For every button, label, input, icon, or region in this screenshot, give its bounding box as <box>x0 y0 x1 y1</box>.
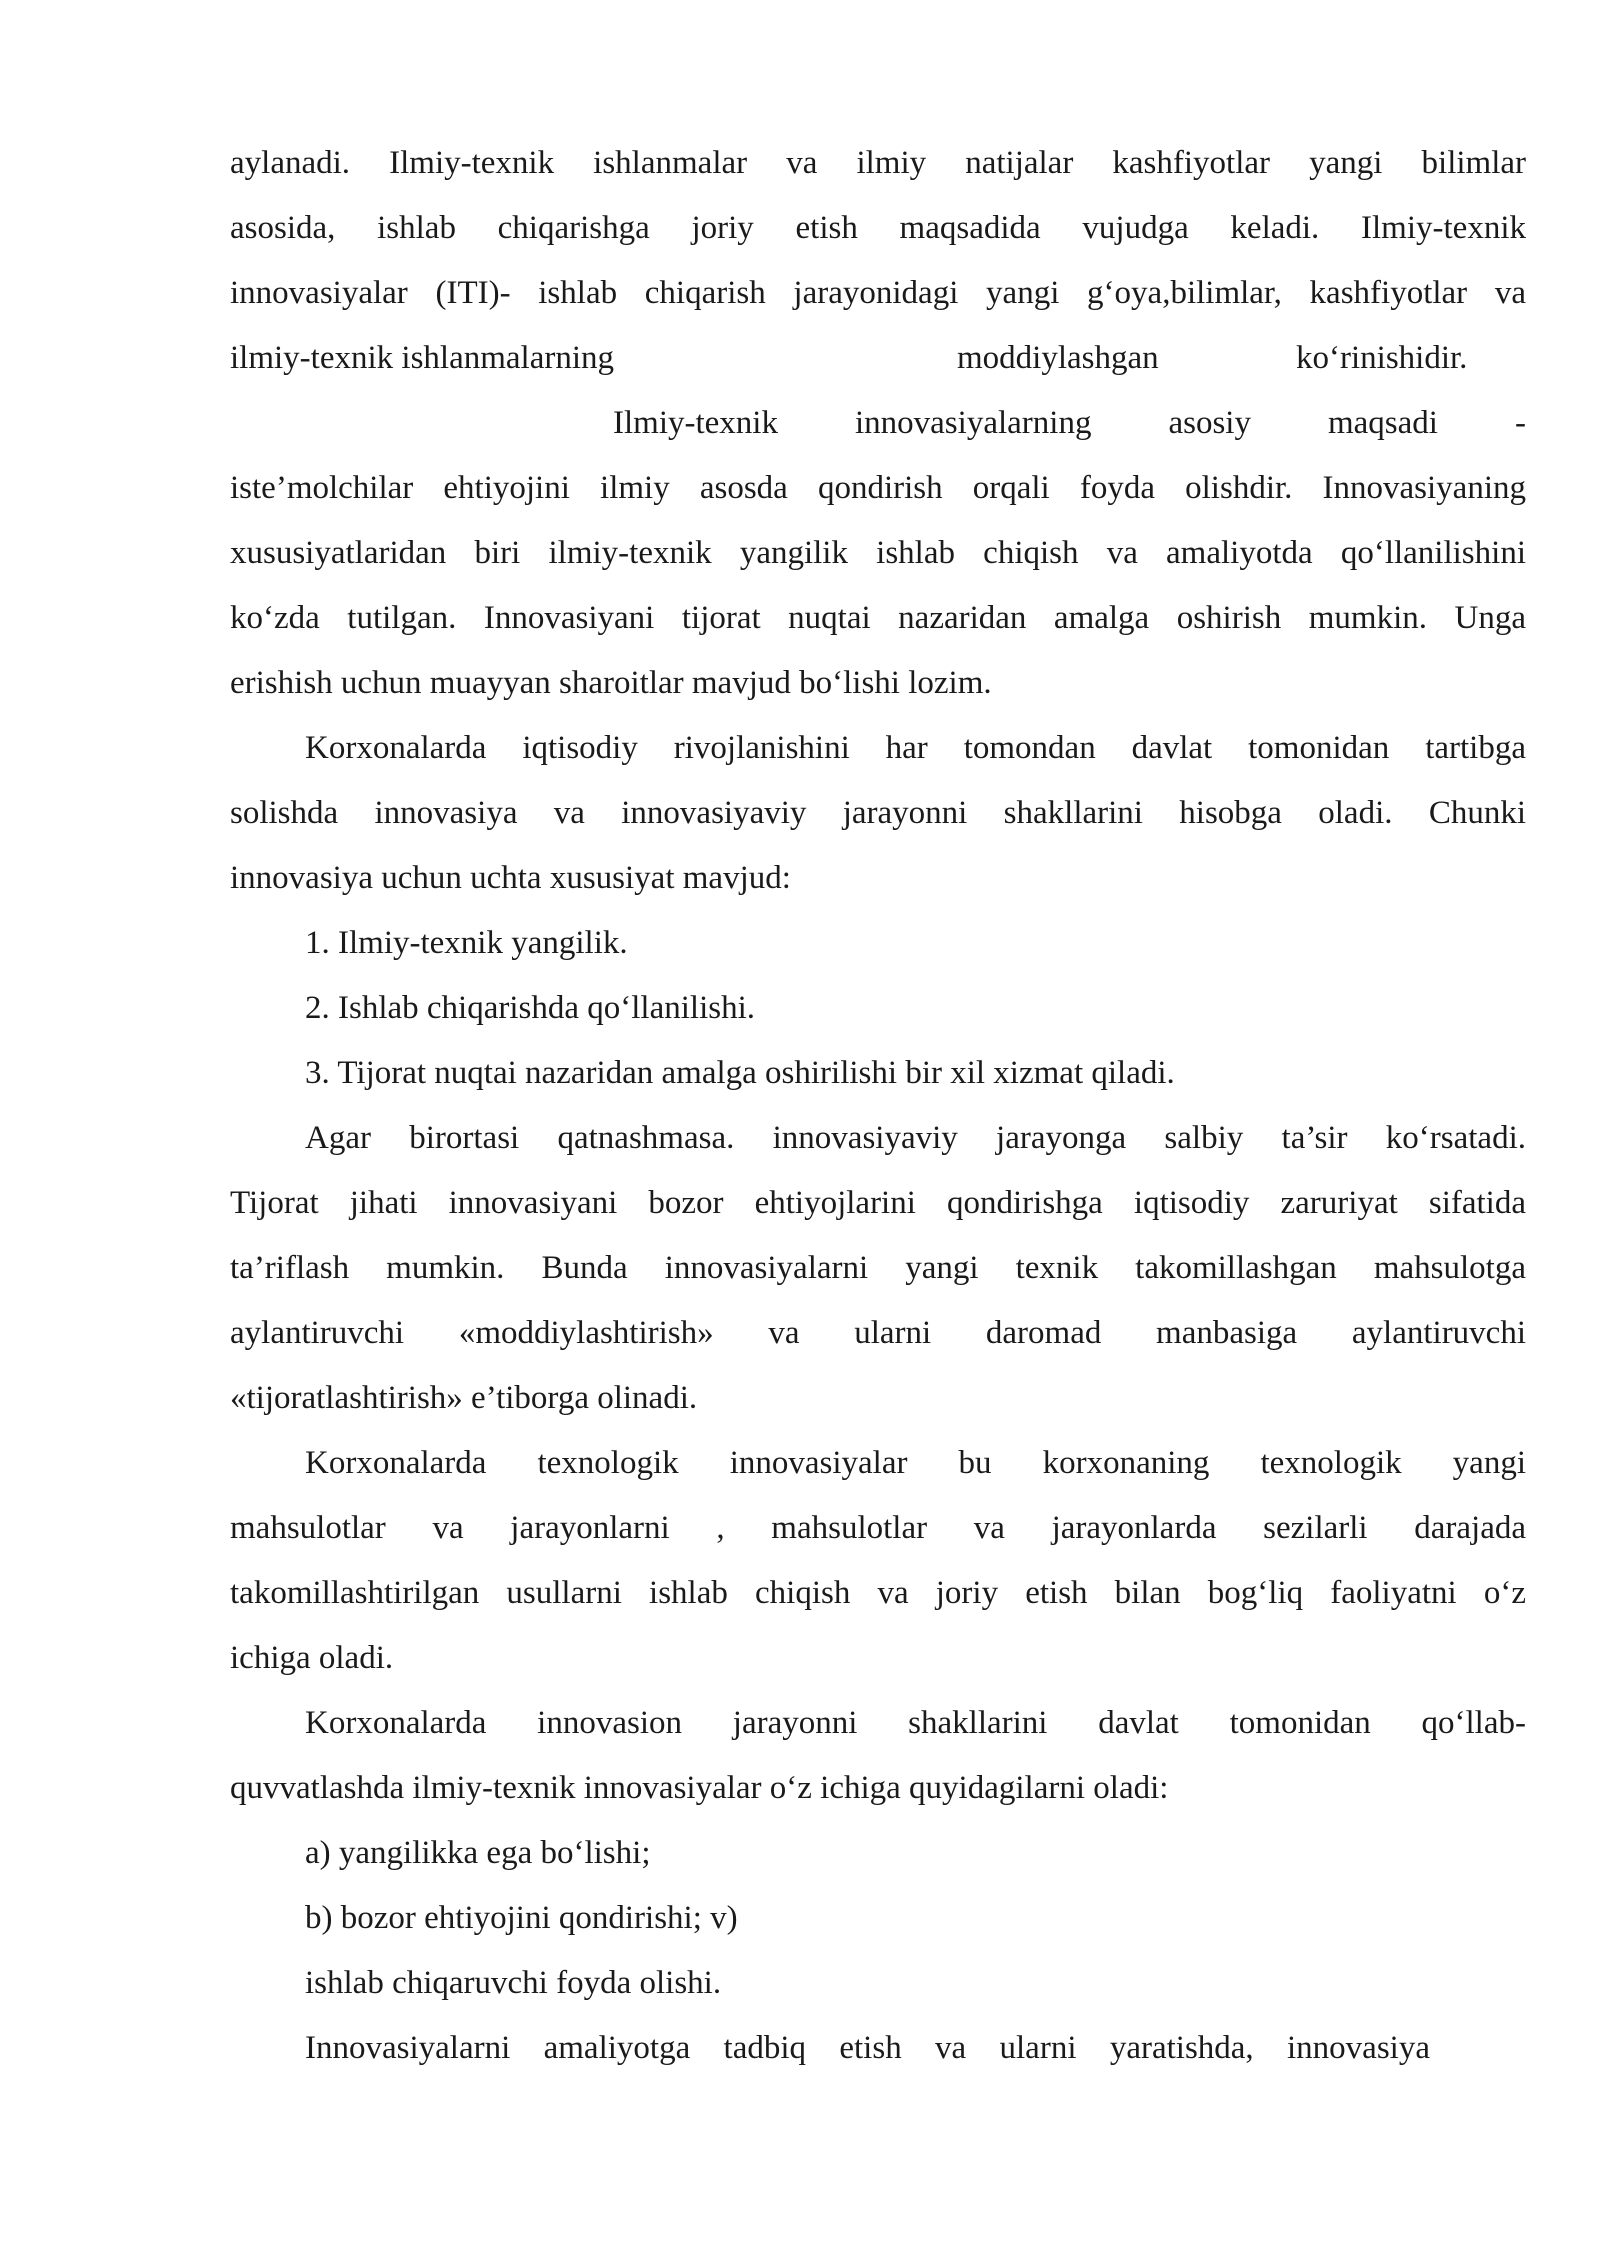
text-line: asosida, ishlab chiqarishga joriy etish maqsadida vujudga keladi. Ilmiy-texnik <box>230 210 1526 246</box>
text-line: Ilmiy-texnik innovasiyalarning asosiy maqsadi - <box>613 405 1526 441</box>
text-line: Agar birortasi qatnashmasa. innovasiyaviy jarayonga salbiy ta’sir ko‘rsatadi. <box>305 1120 1526 1156</box>
text-line: takomillashtirilgan usullarni ishlab chiqish va joriy etish bilan bog‘liq faoliyatni o‘z <box>230 1575 1526 1611</box>
text-line: quvvatlashda ilmiy-texnik innovasiyalar o‘z ichiga quyidagilarni oladi: <box>230 1770 1169 1806</box>
text-line: innovasiyalar (ITI)- ishlab chiqarish jarayonidagi yangi g‘oya,bilimlar, kashfiyotlar va <box>230 275 1526 311</box>
text-line: ko‘rinishidir. <box>1296 340 1468 376</box>
text-line: aylanadi. Ilmiy-texnik ishlanmalar va ilmiy natijalar kashfiyotlar yangi bilimlar <box>230 145 1526 181</box>
text-line: iste’molchilar ehtiyojini ilmiy asosda qondirish orqali foyda olishdir. Innovasiyaning <box>230 470 1526 506</box>
text-line: solishda innovasiya va innovasiyaviy jarayonni shakllarini hisobga oladi. Chunki <box>230 795 1526 831</box>
list-item: 1. Ilmiy-texnik yangilik. <box>305 925 628 961</box>
list-item: a) yangilikka ega bo‘lishi; <box>305 1835 651 1871</box>
text-line: Korxonalarda iqtisodiy rivojlanishini har tomondan davlat tomonidan tartibga <box>305 730 1526 766</box>
text-line: Tijorat jihati innovasiyani bozor ehtiyojlarini qondirishga iqtisodiy zaruriyat sifatida <box>230 1185 1526 1221</box>
list-item: ishlab chiqaruvchi foyda olishi. <box>305 1965 722 2001</box>
list-item: 3. Tijorat nuqtai nazaridan amalga oshirilishi bir xil xizmat qiladi. <box>305 1055 1175 1091</box>
text-line: ilmiy-texnik ishlanmalarning <box>230 340 615 376</box>
text-line: erishish uchun muayyan sharoitlar mavjud bo‘lishi lozim. <box>230 665 992 701</box>
text-line: xususiyatlaridan biri ilmiy-texnik yangilik ishlab chiqish va amaliyotda qo‘llanilishini <box>230 535 1526 571</box>
text-line: Innovasiyalarni amaliyotga tadbiq etish va ularni yaratishda, innovasiya <box>305 2030 1430 2066</box>
text-line: moddiylashgan <box>957 340 1159 376</box>
text-line: «tijoratlashtirish» e’tiborga olinadi. <box>230 1380 698 1416</box>
text-line: innovasiya uchun uchta xususiyat mavjud: <box>230 860 791 896</box>
text-line: Korxonalarda innovasion jarayonni shakllarini davlat tomonidan qo‘llab- <box>305 1705 1526 1741</box>
text-line: ichiga oladi. <box>230 1640 394 1676</box>
list-item: b) bozor ehtiyojini qondirishi; v) <box>305 1900 738 1936</box>
text-line: ta’riflash mumkin. Bunda innovasiyalarni yangi texnik takomillashgan mahsulotga <box>230 1250 1526 1286</box>
text-line: Korxonalarda texnologik innovasiyalar bu korxonaning texnologik yangi <box>305 1445 1526 1481</box>
text-line: aylantiruvchi «moddiylashtirish» va ularni daromad manbasiga aylantiruvchi <box>230 1315 1526 1351</box>
text-line: mahsulotlar va jarayonlarni , mahsulotlar va jarayonlarda sezilarli darajada <box>230 1510 1526 1546</box>
list-item: 2. Ishlab chiqarishda qo‘llanilishi. <box>305 990 755 1026</box>
text-line: ko‘zda tutilgan. Innovasiyani tijorat nuqtai nazaridan amalga oshirish mumkin. Unga <box>230 600 1526 636</box>
